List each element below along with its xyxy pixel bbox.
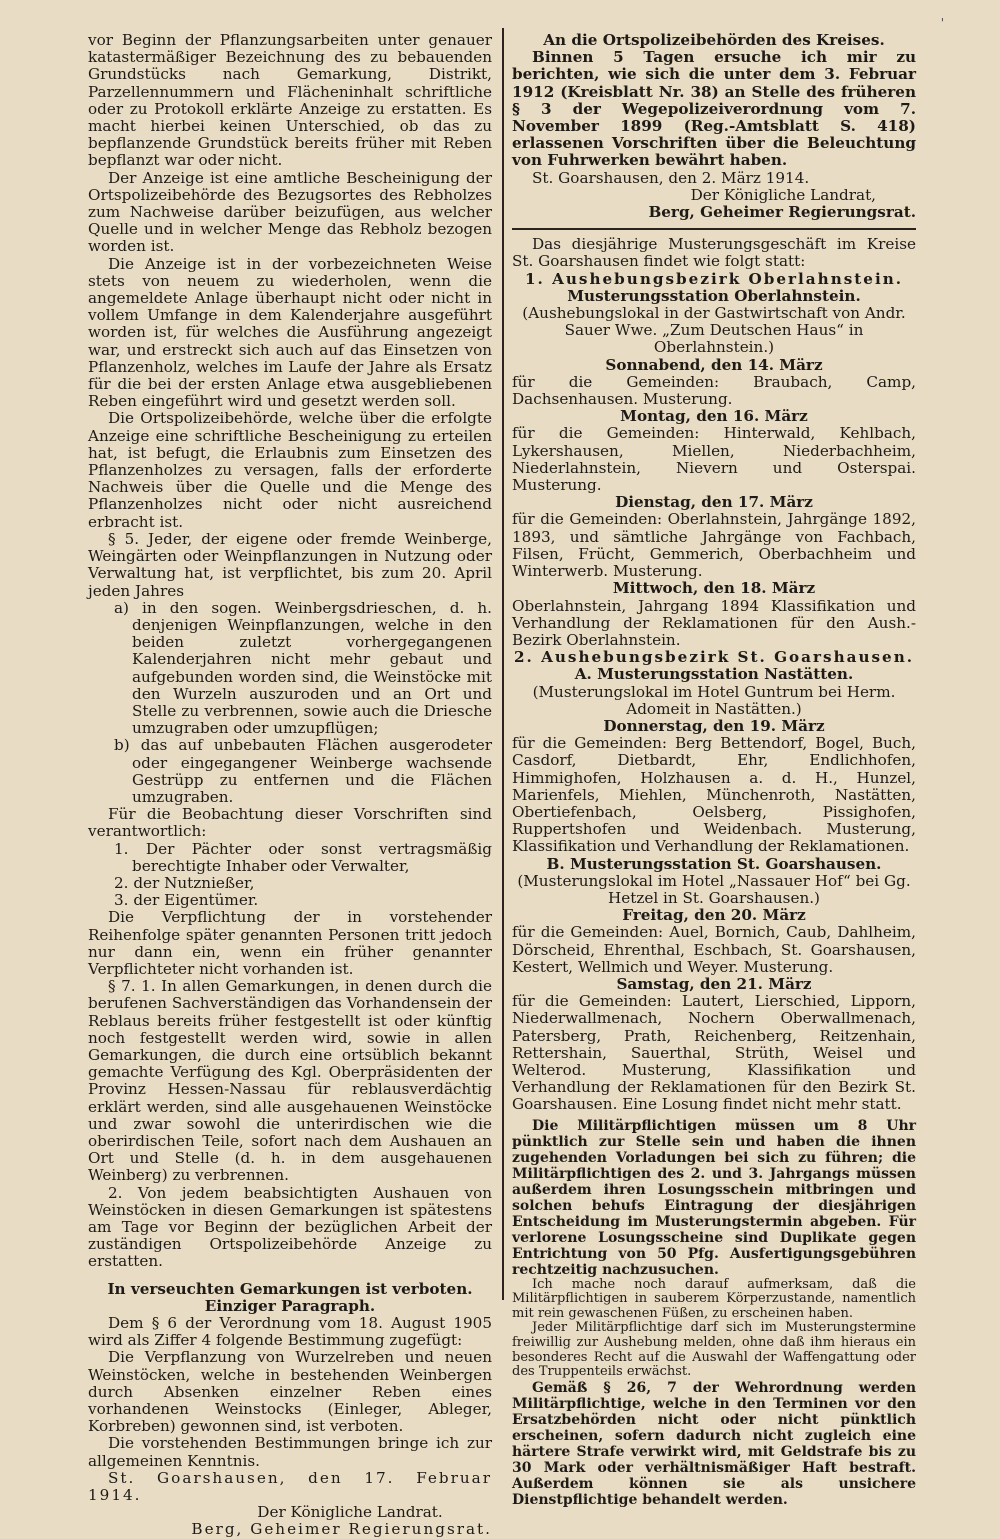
notice-small: Ich mache noch darauf aufmerksam, daß die Militärpflichtigen in sauberem Körperzustande, namentlich mit rein gewaschenen Füßen, zu erscheinen haben.	[512, 1276, 916, 1321]
left-column	[88, 32, 492, 1539]
list-item-b: b) das auf unbebauten Flächen ausgerodeter oder eingegangener Weinberge wachsende Gestrüpp zu entfernen und die Flächen umzugraben.	[114, 736, 492, 806]
paragraph: Dem § 6 der Verordnung vom 18. August 1905 wird als Ziffer 4 folgende Bestimmung zugefügt:	[88, 1314, 492, 1350]
section-heading: In verseuchten Gemarkungen ist verboten.	[107, 1279, 473, 1298]
paragraph: Die Verpflichtung der in vorstehender Reihenfolge später genannten Personen tritt jedoch nur dann ein, wenn ein früher genannter Verpflichteter nicht vorhanden ist.	[88, 908, 492, 978]
schedule-text: für die Gemeinden: Auel, Bornich, Caub, Dahlheim, Dörscheid, Ehrenthal, Eschbach, St. Goarshausen, Kestert, Wellmich und Weyer. Musterung.	[512, 923, 916, 976]
schedule-text: für die Gemeinden: Lautert, Lierschied, Lipporn, Niederwallmenach, Nochern Oberwallmenach, Patersberg, Prath, Reichenberg, Reitzenhain, Rettershain, Sauerthal, Strüth, Weisel und Welterod. Musterung, Klassifikation und Verhandlung der Reklamationen für den Bezirk St. Goarshausen. Eine Losung findet nicht mehr statt.	[512, 992, 916, 1114]
right-column	[512, 32, 916, 1508]
date-heading: Dienstag, den 17. März	[615, 493, 813, 512]
signature-title: Der Königliche Landrat.	[257, 1503, 443, 1522]
list-item-3: 3. der Eigentümer.	[114, 891, 259, 910]
paragraph: Für die Beobachtung dieser Vorschriften sind verantwortlich:	[88, 805, 492, 841]
column-divider	[502, 28, 504, 1300]
date-heading: Samstag, den 21. März	[616, 974, 812, 993]
paragraph: Die Ortspolizeibehörde, welche über die erfolgte Anzeige eine schriftliche Bescheinigung zu erteilen hat, ist befugt, die Erlaubnis zum Einsetzen des Pflanzenholzes zu versagen, falls der erforderte Nachweis über die Quelle und die Menge des Pflanzenholzes nicht oder nicht ausreichend erbracht ist.	[88, 409, 492, 531]
date-heading: Donnerstag, den 19. März	[603, 716, 825, 735]
section-subheading: Einziger Paragraph.	[204, 1296, 376, 1315]
station-heading: Musterungsstation Oberlahnstein.	[567, 286, 861, 305]
district-heading: 2. Aushebungsbezirk St. Goarshausen.	[513, 648, 915, 667]
schedule-text: für die Gemeinden: Braubach, Camp, Dachsenhausen. Musterung.	[512, 372, 916, 409]
signature-name: Berg, Geheimer Regierungsrat.	[191, 1520, 492, 1539]
signature-title: Der Königliche Landrat,	[690, 185, 876, 204]
date-line: St. Goarshausen, den 17. Februar 1914.	[88, 1468, 492, 1505]
list-item-1: 1. Der Pächter oder sonst vertragsmäßig berechtigte Inhaber oder Verwalter,	[114, 839, 492, 875]
schedule-text: für die Gemeinden: Berg Bettendorf, Bogel, Buch, Casdorf, Dietbardt, Ehr, Endlichhofen, Himmighofen, Holzhausen a. d. H., Hunzel, Marienfels, Miehlen, Münchenroth, Nastätten, Obertiefenbach, Oelsberg, Pissighofen, Ruppertshofen und Weidenbach. Musterung, Klassifikation und Verhandlung der Reklamationen.	[512, 734, 916, 856]
location-note: (Aushebungslokal in der Gastwirtschaft von Andr. Sauer Wwe. „Zum Deutschen Haus“ in Oberlahnstein.)	[522, 304, 906, 357]
notice-bold: Die Militärpflichtigen müssen um 8 Uhr pünktlich zur Stelle sein und haben die ihnen zugehenden Vorladungen bei sich zu führen; die Militärpflichtigen des 2. und 3. Jahrgangs müssen außerdem ihren Losungsschein mitbringen und solchen behufs Eintragung der diesjährigen Entscheidung im Musterungstermin abgeben. Für verlorene Losungsscheine sind Duplikate gegen Entrichtung von 50 Pfg. Ausfertigungsgebühren rechtzeitig nachzusuchen.	[512, 1117, 916, 1278]
notice-heading: An die Ortspolizeibehörden des Kreises.	[543, 31, 885, 49]
paragraph: vor Beginn der Pflanzungsarbeiten unter genauer katastermäßiger Bezeichnung des zu bebauenden Grundstücks nach Gemarkung, Distrikt, Parzellennummern und Flächeninhalt schriftliche oder zu Protokoll erklärte Anzeige zu erstatten. Es macht hierbei keinen Unterschied, ob das zu bepflanzende Grundstück bereits früher mit Reben bepflanzt war oder nicht.	[88, 31, 492, 170]
date-heading: Freitag, den 20. März	[622, 906, 806, 925]
district-heading: 1. Aushebungsbezirk Oberlahnstein.	[524, 269, 904, 288]
date-heading: Sonnabend, den 14. März	[605, 355, 823, 374]
schedule-text: für die Gemeinden: Hinterwald, Kehlbach, Lykershausen, Miellen, Niederbachheim, Niederlahnstein, Nievern und Osterspai. Musterung.	[512, 424, 916, 495]
paragraph: Der Anzeige ist eine amtliche Bescheinigung der Ortspolizeibehörde des Bezugsortes des Rebholzes zum Nachweise darüber beizufügen, aus welcher Quelle und in welcher Menge das Rebholz bezogen worden ist.	[88, 168, 492, 256]
section-divider	[512, 228, 916, 230]
notice-bold: Gemäß § 26, 7 der Wehrordnung werden Militärpflichtige, welche in den Terminen vor den Ersatzbehörden nicht oder nicht pünktlich erscheinen, sofern dadurch nicht zugleich eine härtere Strafe verwirkt wird, mit Geldstrafe bis zu 30 Mark oder verhältnismäßiger Haft bestraft. Außerdem können sie als unsichere Dienstpflichtige behandelt werden.	[512, 1379, 916, 1508]
schedule-text: Oberlahnstein, Jahrgang 1894 Klassifikation und Verhandlung der Reklamationen für den Aush.-Bezirk Oberlahnstein.	[512, 596, 916, 649]
signature-name: Berg, Geheimer Regierungsrat.	[648, 203, 916, 222]
station-heading: B. Musterungsstation St. Goarshausen.	[546, 854, 882, 873]
list-item-a: a) in den sogen. Weinbergsdrieschen, d. h. denjenigen Weinpflanzungen, welche in den beiden zuletzt vorhergegangenen Kalenderjahren nicht mehr gebaut und aufgebunden worden sind, die Weinstöcke mit den Wurzeln auszuroden und an Ort und Stelle zu verbrennen, sowie auch die Driesche umzugraben oder umzupflügen;	[114, 598, 492, 738]
date-line: St. Goarshausen, den 2. März 1914.	[532, 168, 810, 187]
station-heading: A. Musterungsstation Nastätten.	[574, 665, 854, 684]
paragraph: Die Anzeige ist in der vorbezeichneten Weise stets von neuem zu wiederholen, wenn die angemeldete Anlage überhaupt nicht oder nicht in vollem Umfange in dem Kalenderjahre ausgeführt worden ist, für welches die Ausführung angezeigt war, und erstreckt sich auch auf das Einsetzen von Pflanzenholz, welches im Laufe der Jahre als Ersatz für die bei der ersten Anlage etwa ausgebliebenen Reben eingeführt wird und gesetzt werden soll.	[88, 254, 492, 411]
paragraph: Das diesjährige Musterungsgeschäft im Kreise St. Goarshausen findet wie folgt statt:	[512, 235, 916, 271]
notice-body: Binnen 5 Tagen ersuche ich mir zu berichten, wie sich die unter dem 3. Februar 1912 (Kreisblatt Nr. 38) an Stelle des früheren § 3 der Wegepolizeiverordnung vom 7. November 1899 (Reg.-Amtsblatt S. 418) erlassenen Vorschriften über die Beleuchtung von Fuhrwerken bewährt haben.	[512, 48, 916, 170]
paragraph: Die vorstehenden Bestimmungen bringe ich zur allgemeinen Kenntnis.	[88, 1434, 492, 1470]
page-mark: '	[940, 16, 944, 30]
paragraph-section-5: § 5. Jeder, der eigene oder fremde Weinberge, Weingärten oder Weinpflanzungen in Nutzung oder Verwaltung hat, ist verpflichtet, bis zum 20. April jeden Jahres	[88, 529, 492, 600]
schedule-text: für die Gemeinden: Oberlahnstein, Jahrgänge 1892, 1893, und sämtliche Jahrgänge von Fachbach, Filsen, Frücht, Gemmerich, Oberbachheim und Winterwerb. Musterung.	[512, 510, 916, 581]
location-note: (Musterungslokal im Hotel Guntrum bei Herm. Adomeit in Nastätten.)	[532, 682, 896, 718]
date-heading: Mittwoch, den 18. März	[612, 579, 816, 598]
paragraph: Die Verpflanzung von Wurzelreben und neuen Weinstöcken, welche in bestehenden Weinbergen durch Absenken einzelner Reben eines vorhandenen Weinstocks (Einleger, Ableger, Korbreben) gewonnen sind, ist verboten.	[88, 1348, 492, 1436]
location-note: (Musterungslokal im Hotel „Nassauer Hof“ bei Gg. Hetzel in St. Goarshausen.)	[517, 871, 911, 907]
paragraph-section-7: § 7. 1. In allen Gemarkungen, in denen durch die berufenen Sachverständigen das Vorhandensein der Reblaus bereits früher festgestellt ist oder künftig noch festgestellt werden wird, sowie in allen Gemarkungen, die durch eine ortsüblich bekannt gemachte Verfügung des Kgl. Oberpräsidenten der Provinz Hessen-Nassau für reblausverdächtig erklärt werden, sind alle ausgehauenen Weinstöcke und zwar sowohl die unterirdischen wie die oberirdischen Teile, sofort nach dem Aushauen an Ort und Stelle (d. h. in dem ausgehauenen Weinberg) zu verbrennen.	[88, 977, 492, 1185]
notice-small: Jeder Militärpflichtige darf sich im Musterungstermine freiwillig zur Aushebung melden, ohne daß ihm hieraus ein besonderes Recht auf die Auswahl der Waffengattung oder des Truppenteils erwächst.	[512, 1320, 916, 1380]
list-item-2: 2. der Nutznießer,	[114, 873, 255, 892]
date-heading: Montag, den 16. März	[620, 407, 808, 426]
paragraph: 2. Von jedem beabsichtigten Aushauen von Weinstöcken in diesen Gemarkungen ist spätestens am Tage vor Beginn der bezüglichen Arbeit der zuständigen Ortspolizeibehörde Anzeige zu erstatten.	[88, 1183, 492, 1271]
